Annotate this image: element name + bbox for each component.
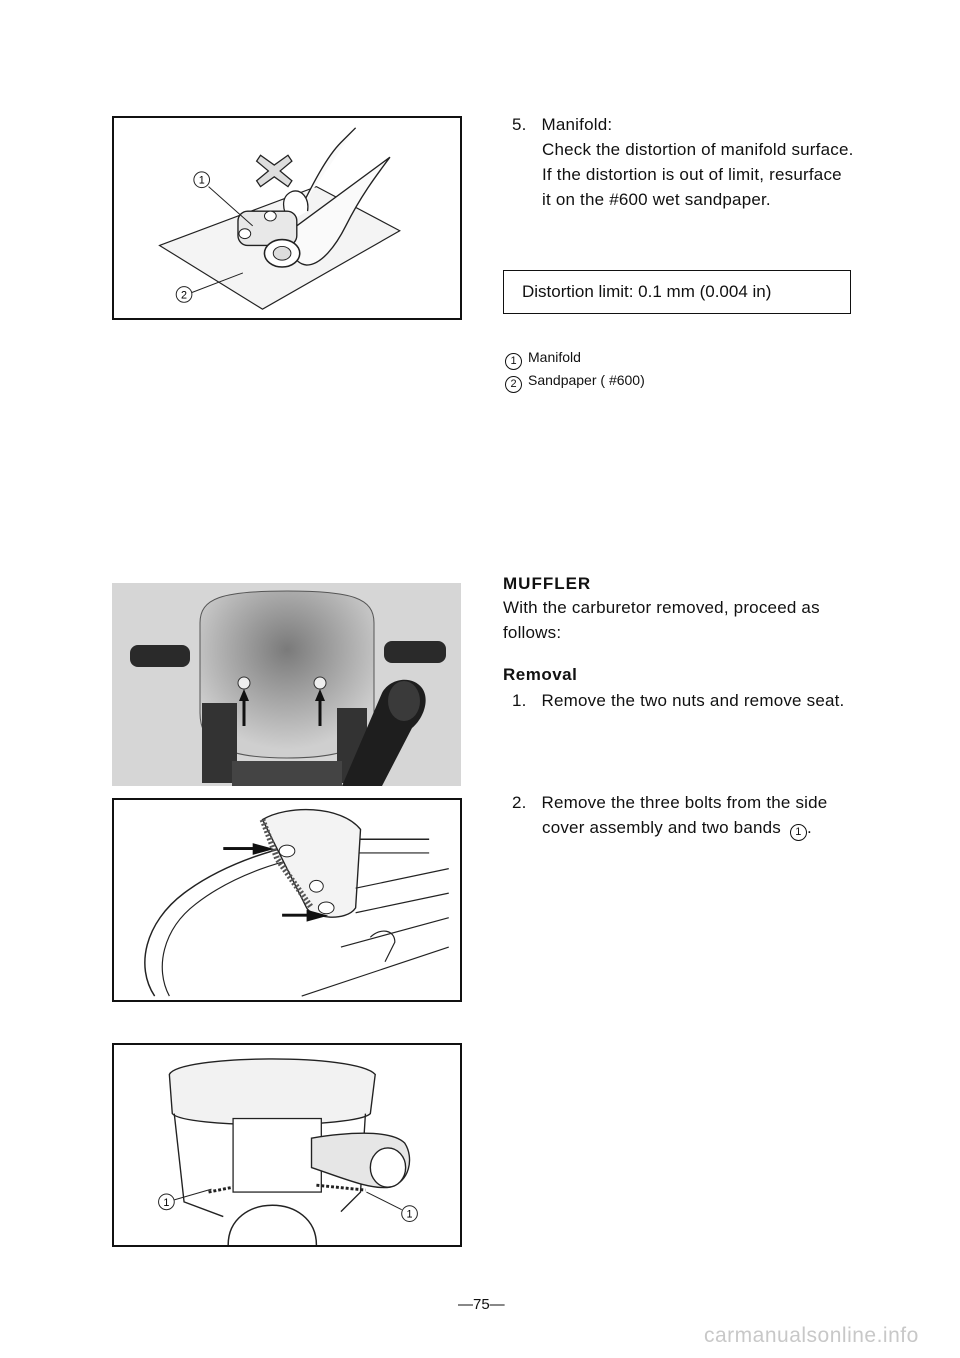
removal-step-2 (512, 790, 872, 815)
manifold-instructions (542, 137, 882, 212)
muffler-intro-line-1: With the carburetor removed, proceed as (503, 598, 820, 617)
manifold-line-2: If the distortion is out of limit, resurface (542, 165, 842, 184)
band-callout-right: 1 (406, 1208, 413, 1221)
removal-step-2-callout: 1 (790, 824, 807, 841)
manifold-figure (112, 116, 462, 320)
seat-removal-photo (112, 583, 461, 786)
legend-item-manifold (505, 349, 805, 370)
manifold-step-number: 5. (512, 115, 527, 134)
manifold-legend (505, 349, 805, 393)
legend-label-sandpaper: Sandpaper ( #600) (528, 372, 645, 388)
distortion-spec-text: Distortion limit: 0.1 mm (0.004 in) (522, 282, 772, 301)
seat-photo-illustration (112, 583, 461, 786)
manifold-callout-1: 1 (198, 174, 205, 187)
muffler-heading: MUFFLER (503, 574, 592, 593)
legend-number-1: 1 (505, 353, 522, 370)
manifold-line-3: it on the #600 wet sandpaper. (542, 190, 771, 209)
removal-step-1 (512, 688, 872, 713)
muffler-intro-line-2: follows: (503, 623, 562, 642)
removal-step-1-text: Remove the two nuts and remove seat. (541, 691, 845, 710)
manifold-line-1: Check the distortion of manifold surface. (542, 140, 854, 159)
watermark: carmanualsonline.info (704, 1324, 919, 1347)
legend-item-sandpaper (505, 372, 805, 393)
band-callout-left: 1 (163, 1196, 170, 1209)
bands-figure (112, 1043, 462, 1247)
removal-subheading: Removal (503, 665, 578, 684)
removal-step-1-number: 1. (512, 691, 527, 710)
removal-step-2-number: 2. (512, 793, 527, 812)
side-cover-figure (112, 798, 462, 1002)
manifold-illustration (114, 118, 460, 318)
manifold-step-title: Manifold: (541, 115, 613, 134)
distortion-spec-box (503, 270, 851, 314)
legend-label-manifold: Manifold (528, 349, 581, 365)
legend-number-2: 2 (505, 376, 522, 393)
side-cover-illustration (114, 800, 460, 1000)
removal-step-2-suffix: . (806, 818, 812, 837)
removal-step-2-line-2: cover assembly and two bands (542, 818, 782, 837)
page-number: —75— (458, 1296, 505, 1313)
bands-illustration (114, 1045, 460, 1245)
removal-step-2-line-1: Remove the three bolts from the side (541, 793, 828, 812)
muffler-intro (503, 595, 863, 645)
removal-step-2-cont (542, 815, 882, 841)
manifold-callout-2: 2 (181, 289, 188, 302)
manifold-step (512, 112, 872, 137)
